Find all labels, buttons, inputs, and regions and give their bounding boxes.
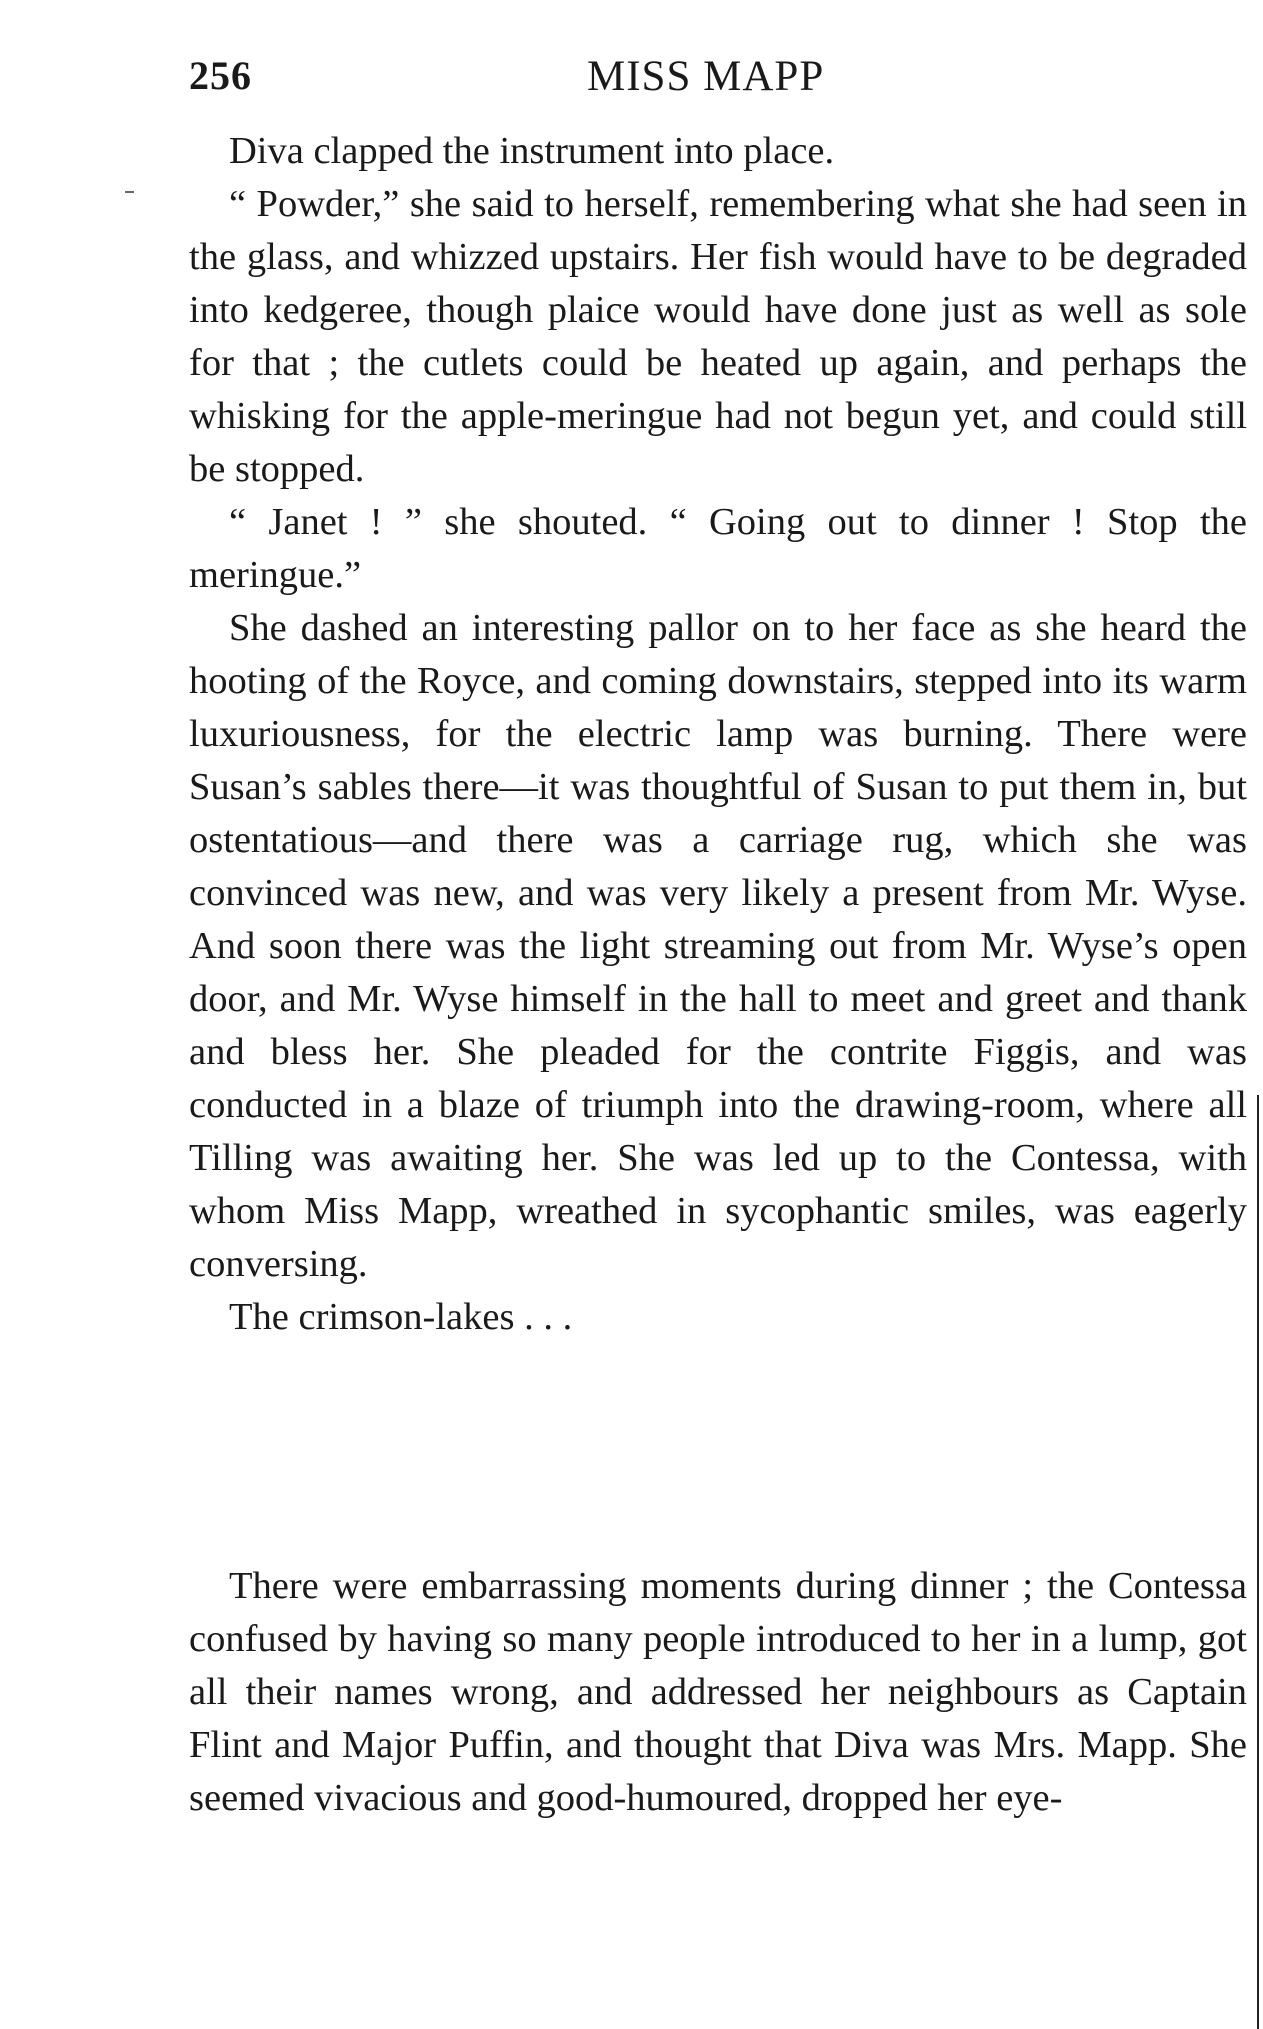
- running-title: MISS MAPP: [587, 53, 825, 100]
- paragraph: “ Janet ! ” she shouted. “ Going out to dinner ! Stop the meringue.”: [189, 501, 1247, 596]
- body-text-section-1: [189, 125, 1247, 1344]
- paragraph: The crimson-lakes . . .: [229, 1296, 573, 1338]
- paragraph: There were embarrassing moments during dinner ; the Contessa confused by having so many people introduced to her in a lump, got all their names wrong, and addressed her neighbours as Captain Flint and Major Puffin, and thought that Diva was Mrs. Mapp. She seemed vivacious and good-humoured, dropped her eye-: [189, 1565, 1247, 1819]
- paragraph: She dashed an interesting pallor on to her face as she heard the hooting of the Royce, and coming downstairs, stepped into its warm luxuriousness, for the electric lamp was burning. There were Susan’s sables there—it was thoughtful of Susan to put them in, but ostentatious—and there was a carriage rug, which she was convinced was new, and was very likely a present from Mr. Wyse. And soon there was the light streaming out from Mr. Wyse’s open door, and Mr. Wyse himself in the hall to meet and greet and thank and bless her. She pleaded for the contrite Figgis, and was conducted in a blaze of triumph into the drawing-room, where all Tilling was awaiting her. She was led up to the Contessa, with whom Miss Mapp, wreathed in sycophantic smiles, was eagerly conversing.: [189, 607, 1247, 1285]
- page-edge-line: [1257, 1095, 1259, 2029]
- margin-mark: [125, 191, 134, 193]
- paragraph: Diva clapped the instrument into place.: [229, 130, 835, 172]
- page-number: 256: [189, 53, 252, 98]
- page-header: [189, 52, 1253, 112]
- body-text-section-2: [189, 1560, 1247, 1825]
- paragraph: “ Powder,” she said to herself, remembering what she had seen in the glass, and whizzed upstairs. Her fish would have to be degraded into kedgeree, though plaice would have done just as well as sole for that ; the cutlets could be heated up again, and perhaps the whisking for the apple-meringue had not begun yet, and could still be stopped.: [189, 183, 1247, 490]
